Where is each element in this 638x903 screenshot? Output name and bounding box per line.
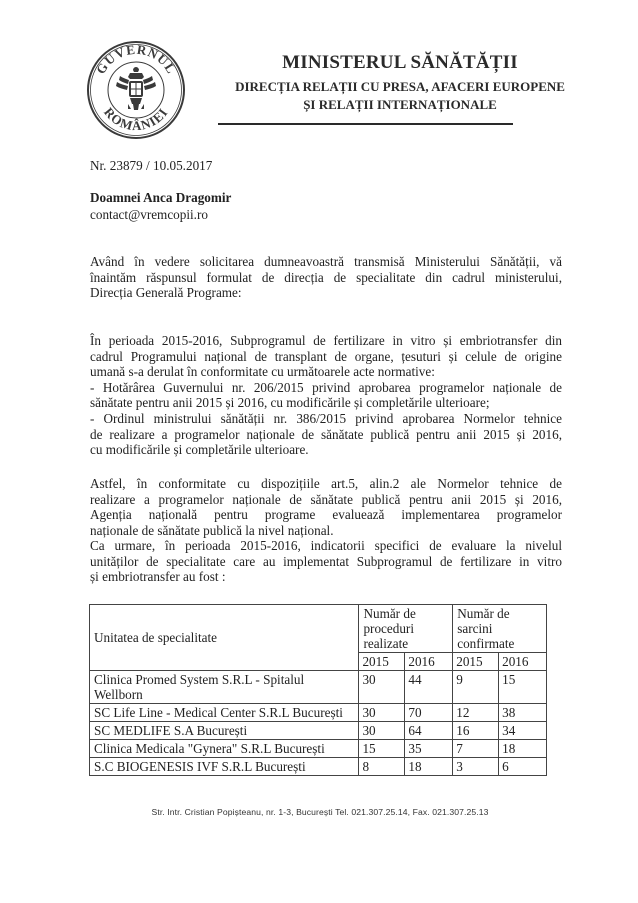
direction-title-line2: ȘI RELAȚII INTERNAȚIONALE <box>303 97 497 112</box>
tasks-2016-cell: 15 <box>499 671 547 704</box>
paragraph-results <box>90 538 562 585</box>
unit-cell: S.C BIOGENESIS IVF S.R.L București <box>90 758 359 776</box>
government-seal-icon <box>86 40 186 140</box>
text-line: Astfel, în conformitate cu dispozițiile art.5, alin.2 ale Normelor tehnice de <box>90 476 562 491</box>
procedures-2016-cell: 44 <box>405 671 453 704</box>
text-line: - Ordinul ministrului sănătății nr. 386/2015 privind aprobarea Normelor tehnice <box>90 410 562 426</box>
unit-cell: SC MEDLIFE S.A București <box>90 722 359 740</box>
text-line: de realizare a programelor naționale de sănătate publică pentru anii 2015 și 2016, <box>90 426 562 442</box>
table-row <box>90 671 547 704</box>
procedures-2015-cell: 30 <box>359 671 405 704</box>
direction-title-line1: DIRECȚIA RELAȚII CU PRESA, AFACERI EUROPENE <box>235 79 565 94</box>
procedures-2015-cell: 8 <box>359 758 405 776</box>
paragraph-intro <box>90 254 562 301</box>
text-line: umană s-a derulat în conformitate cu următoarele acte normative: <box>90 364 435 380</box>
header-line: realizate <box>363 636 409 651</box>
procedures-2016-cell: 64 <box>405 722 453 740</box>
seal-text-bottom: ROMÂNIEI <box>101 104 171 134</box>
table-row <box>90 704 547 722</box>
text-line: Direcția Generală Programe: <box>90 285 242 301</box>
text-line: sănătate pentru anii 2015 și 2016, cu modificările și completările ulterioare; <box>90 395 490 411</box>
year-header: 2015 <box>453 653 499 671</box>
unit-cell: Clinica Promed System S.R.L - Spitalul Wellborn <box>90 671 359 704</box>
table-row <box>90 722 547 740</box>
ministry-title: MINISTERUL SĂNĂTĂȚII <box>282 52 518 73</box>
procedures-column-header <box>359 605 453 653</box>
indicators-table <box>89 604 547 776</box>
table-header-row <box>90 605 547 653</box>
paragraph-norms <box>90 476 562 538</box>
unit-cell: Clinica Medicala "Gynera" S.R.L București <box>90 740 359 758</box>
procedures-2015-cell: 30 <box>359 704 405 722</box>
table-row <box>90 758 547 776</box>
text-line: unităților de specialitate care au implementat Subprogramul de fertilizare in vitro <box>90 553 562 569</box>
table-row <box>90 740 547 758</box>
procedures-2016-cell: 70 <box>405 704 453 722</box>
tasks-2016-cell: 34 <box>499 722 547 740</box>
text-line: Având în vedere solicitarea dumneavoastră transmisă Ministerului Sănătății, vă <box>90 254 562 269</box>
text-line: și embriotransfer au fost : <box>90 569 226 585</box>
text-line: cadrul Programului național de transplant de organe, țesuturi și celule de origine <box>90 348 562 364</box>
text-line: înaintăm răspunsul formulat de direcția de specialitate din cadrul ministerului, <box>90 269 562 285</box>
tasks-2015-cell: 16 <box>453 722 499 740</box>
header-line: confirmate <box>457 636 515 651</box>
text-line: Agenția națională pentru programe evaluează implementarea programelor <box>90 507 562 523</box>
text-line: Ca urmare, în perioada 2015-2016, indicatorii specifici de evaluare la nivelul <box>90 538 562 553</box>
year-header: 2016 <box>405 653 453 671</box>
unit-column-header: Unitatea de specialitate <box>90 605 359 671</box>
tasks-2015-cell: 7 <box>453 740 499 758</box>
recipient-name: Doamnei Anca Dragomir <box>90 190 232 205</box>
tasks-column-header <box>453 605 547 653</box>
header-line: proceduri <box>363 621 414 636</box>
seal-text-top: GUVERNUL <box>92 41 180 77</box>
text-line: naționale de sănătate publică la nivel național. <box>90 522 334 538</box>
procedures-2016-cell: 35 <box>405 740 453 758</box>
year-header: 2016 <box>499 653 547 671</box>
procedures-2016-cell: 18 <box>405 758 453 776</box>
tasks-2016-cell: 6 <box>499 758 547 776</box>
procedures-2015-cell: 30 <box>359 722 405 740</box>
recipient-email: contact@vremcopii.ro <box>90 207 208 222</box>
year-header: 2015 <box>359 653 405 671</box>
paragraph-legal-basis <box>90 333 562 458</box>
header-line: Număr de <box>363 606 416 621</box>
header-line: Număr de <box>457 606 510 621</box>
text-line: În perioada 2015-2016, Subprogramul de fertilizare in vitro și embriotransfer din <box>90 333 562 348</box>
unit-cell: SC Life Line - Medical Center S.R.L București <box>90 704 359 722</box>
tasks-2015-cell: 3 <box>453 758 499 776</box>
text-line: cu modificările și completările ulterioare. <box>90 442 309 458</box>
reference-number: Nr. 23879 / 10.05.2017 <box>90 158 213 173</box>
text-line: - Hotărârea Guvernului nr. 206/2015 privind aprobarea programelor naționale de <box>90 379 562 395</box>
tasks-2016-cell: 38 <box>499 704 547 722</box>
tasks-2015-cell: 12 <box>453 704 499 722</box>
header-line: sarcini <box>457 621 493 636</box>
procedures-2015-cell: 15 <box>359 740 405 758</box>
tasks-2015-cell: 9 <box>453 671 499 704</box>
header-divider <box>218 123 513 125</box>
tasks-2016-cell: 18 <box>499 740 547 758</box>
footer-address: Str. Intr. Cristian Popișteanu, nr. 1-3, București Tel. 021.307.25.14, Fax. 021.307.25.13 <box>151 807 489 817</box>
text-line: realizare a programelor naționale de sănătate publică pentru anii 2015 și 2016, <box>90 491 562 507</box>
